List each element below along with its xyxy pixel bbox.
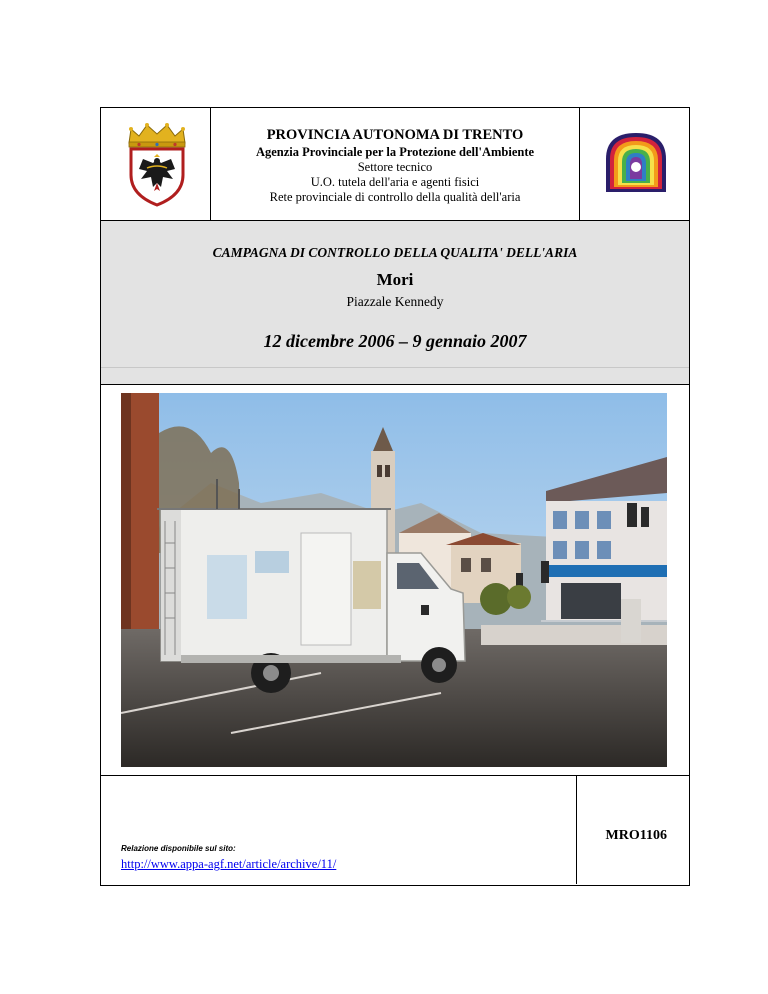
appa-spiral-logo-icon <box>600 129 672 193</box>
title-band <box>101 221 689 385</box>
photo-row <box>101 385 689 776</box>
mobile-air-monitoring-van-photo <box>121 393 667 767</box>
organization-block <box>211 108 579 220</box>
header-row <box>101 108 689 221</box>
report-code: MRO1106 <box>605 828 667 843</box>
campaign-dates: 12 dicembre 2006 – 9 gennaio 2007 <box>263 331 527 351</box>
sector-line: Settore tecnico <box>357 160 433 174</box>
footer-row <box>101 776 689 884</box>
network-line: Rete provinciale di controllo della qualità dell'aria <box>269 190 521 204</box>
location-name: Mori <box>376 270 414 289</box>
location-detail: Piazzale Kennedy <box>346 294 444 309</box>
availability-label: Relazione disponibile sul sito: <box>121 844 236 853</box>
trentino-coat-of-arms-icon <box>121 121 193 207</box>
unit-line: U.O. tutela dell'aria e agenti fisici <box>310 175 480 189</box>
left-logo-cell <box>101 108 211 220</box>
report-link[interactable]: http://www.appa-agf.net/article/archive/11/ <box>121 857 337 871</box>
campaign-title: CAMPAGNA DI CONTROLLO DELLA QUALITA' DELL'ARIA <box>212 245 578 260</box>
organization-title: PROVINCIA AUTONOMA DI TRENTO <box>266 127 524 143</box>
right-logo-cell <box>579 108 689 220</box>
agency-name: Agenzia Provinciale per la Protezione dell'Ambiente <box>255 145 535 159</box>
footer-link-cell <box>101 776 577 884</box>
title-divider <box>101 367 689 368</box>
cover-frame <box>100 107 690 886</box>
